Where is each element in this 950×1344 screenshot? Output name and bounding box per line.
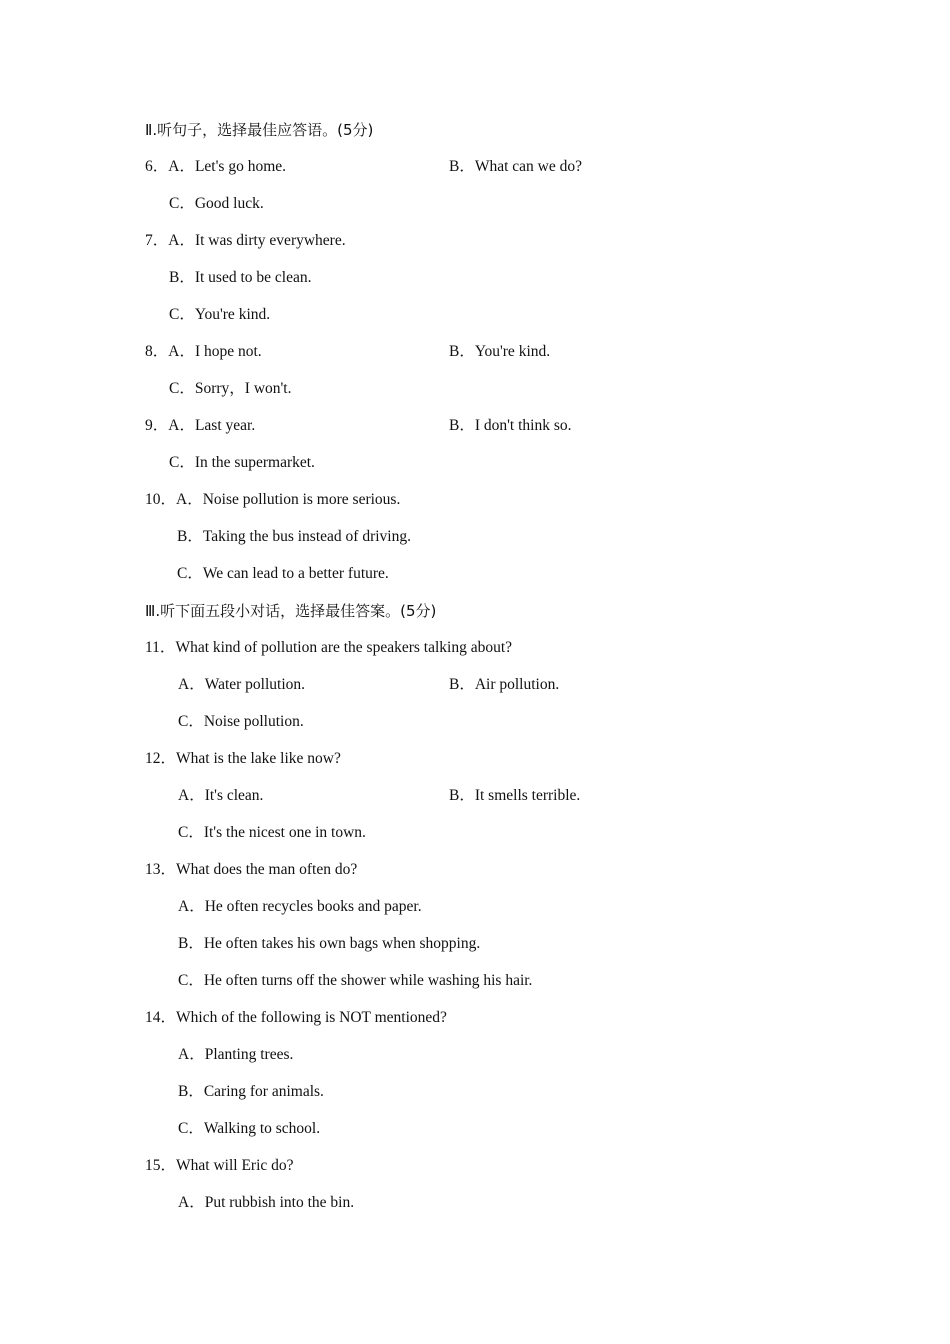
q15-stem: What will Eric do? [176,1157,294,1174]
q11-option-b: B．Air pollution. [449,676,560,693]
q12-option-b: B．It smells terrible. [449,787,581,804]
q7-number: 7． [145,232,169,249]
q10-line [145,490,400,510]
q11-stem: What kind of pollution are the speakers talking about? [175,639,513,656]
q11-option-a: A．Water pollution. [178,676,306,693]
q10-option-b: B．Taking the bus instead of driving. [177,528,411,545]
q11-option-c: C．Noise pollution. [178,713,304,730]
q8-option-b: B．You're kind. [449,343,551,360]
q12-option-c: C．It's the nicest one in town. [178,824,366,841]
q9-number: 9． [145,417,169,434]
q14-line [145,1008,447,1028]
q13-option-b: B．He often takes his own bags when shopping. [178,935,481,952]
q13-option-a: A．He often recycles books and paper. [178,898,422,915]
q10-number: 10． [145,491,177,508]
q6-line [145,157,286,177]
q15-number: 15． [145,1157,177,1174]
q14-option-b: B．Caring for animals. [178,1083,324,1100]
q13-option-c: C．He often turns off the shower while washing his hair. [178,972,533,989]
q13-line [145,860,357,880]
q8-option-a: A．I hope not. [168,343,262,360]
q15-option-a: A．Put rubbish into the bin. [178,1194,355,1211]
q12-option-a: A．It's clean. [178,787,264,804]
q10-option-a: A．Noise pollution is more serious. [176,491,401,508]
q7-option-b: B．It used to be clean. [169,269,312,286]
q6-option-b: B．What can we do? [449,158,582,175]
q9-option-b: B．I don't think so. [449,417,572,434]
section-3-title: Ⅲ.听下面五段小对话，选择最佳答案。(5分) [145,602,437,620]
q6-option-c: C．Good luck. [169,195,264,212]
q12-number: 12． [145,750,177,767]
section-2-title: Ⅱ.听句子，选择最佳应答语。(5分) [145,121,374,139]
q7-option-a: A．It was dirty everywhere. [168,232,346,249]
q9-line [145,416,255,436]
q10-option-c: C．We can lead to a better future. [177,565,389,582]
q9-option-c: C．In the supermarket. [169,454,315,471]
q6-option-a: A．Let's go home. [168,158,286,175]
q14-number: 14． [145,1009,177,1026]
q11-number: 11． [145,639,176,656]
q12-stem: What is the lake like now? [176,750,341,767]
q11-line [145,638,512,658]
q12-line [145,749,341,769]
q6-number: 6． [145,158,169,175]
q14-option-a: A．Planting trees. [178,1046,294,1063]
q14-stem: Which of the following is NOT mentioned? [176,1009,447,1026]
q9-option-a: A．Last year. [168,417,256,434]
q8-line [145,342,262,362]
q14-option-c: C．Walking to school. [178,1120,321,1137]
q13-stem: What does the man often do? [176,861,358,878]
q8-option-c: C．Sorry，I won't. [169,380,292,397]
q8-number: 8． [145,343,169,360]
q15-line [145,1156,294,1176]
q13-number: 13． [145,861,177,878]
q7-option-c: C．You're kind. [169,306,271,323]
q7-line [145,231,346,251]
